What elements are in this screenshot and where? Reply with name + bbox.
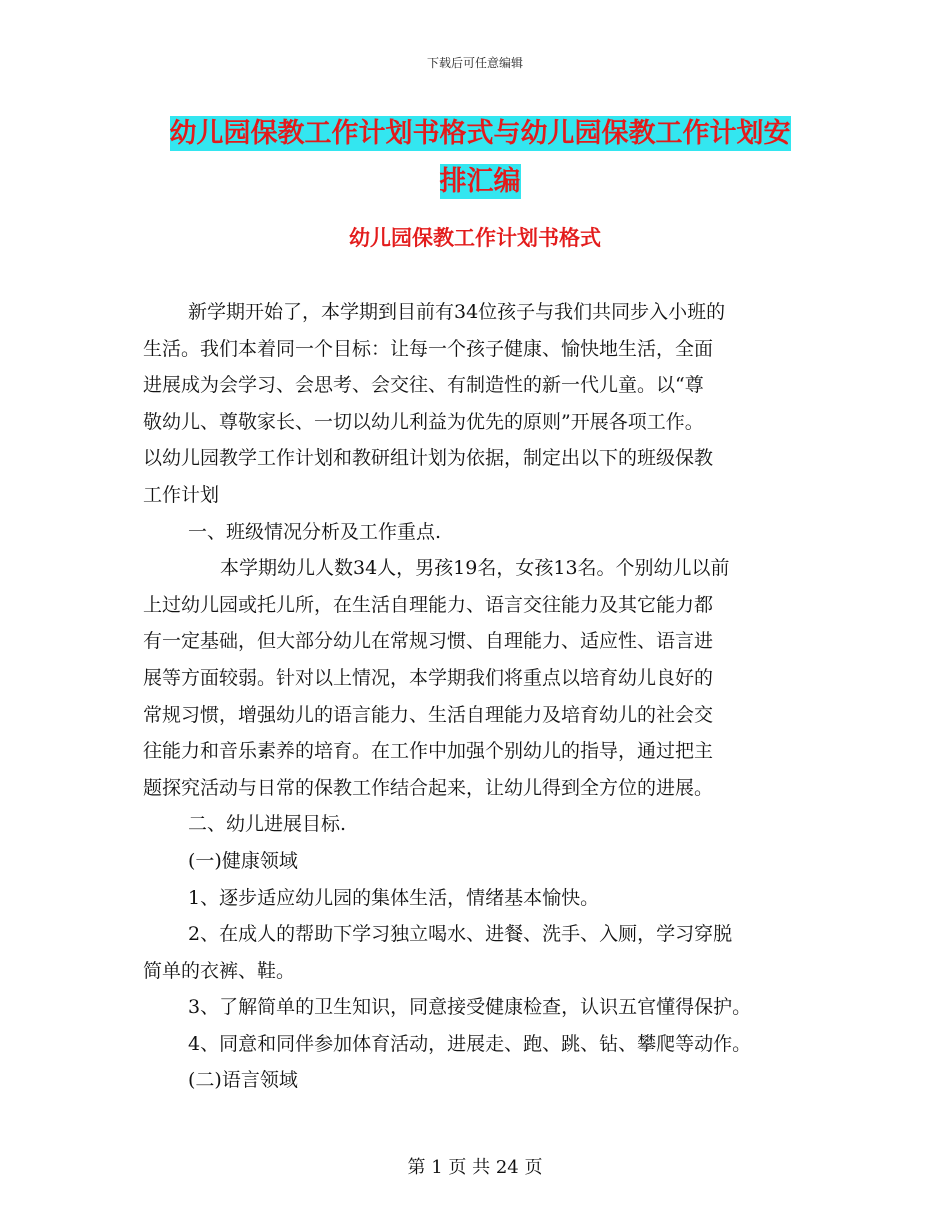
paragraph-line: 一、班级情况分析及工作重点. (188, 520, 442, 543)
document-title (140, 110, 820, 206)
paragraph-line: (二)语言领域 (188, 1069, 298, 1092)
paragraph-line: 生活。我们本着同一个目标：让每一个孩子健康、愉快地生活，全面 (143, 337, 714, 360)
paragraph-line: 简单的衣裤、鞋。 (143, 959, 296, 982)
paragraph-line: 上过幼儿园或托儿所，在生活自理能力、语言交往能力及其它能力都 (143, 593, 714, 616)
section-title: 幼儿园保教工作计划书格式 (349, 226, 601, 250)
paragraph-line: 二、幼儿进展目标. (188, 813, 347, 836)
paragraph-line: 工作计划 (143, 483, 220, 506)
paragraph-line: 新学期开始了，本学期到目前有34位孩子与我们共同步入小班的 (188, 301, 726, 323)
title-line-2: 排汇编 (439, 166, 521, 197)
paragraph-line: 往能力和音乐素养的培育。在工作中加强个别幼儿的指导，通过把主 (143, 740, 714, 763)
page-footer: 第 1 页 共 24 页 (407, 1157, 543, 1178)
paragraph-line: 3、了解简单的卫生知识，同意接受健康检查，认识五官懂得保护。 (188, 996, 752, 1019)
document-body (143, 294, 823, 1099)
paragraph-line: 以幼儿园教学工作计划和教研组计划为依据，制定出以下的班级保教 (143, 447, 714, 470)
paragraph-line: 进展成为会学习、会思考、会交往、有制造性的新一代儿童。以“尊 (143, 374, 704, 397)
paragraph-line: 有一定基础，但大部分幼儿在常规习惯、自理能力、适应性、语言进 (143, 630, 714, 653)
paragraph-line: 常规习惯，增强幼儿的语言能力、生活自理能力及培育幼儿的社会交 (143, 703, 714, 726)
title-line-1: 幼儿园保教工作计划书格式与幼儿园保教工作计划安 (169, 118, 791, 149)
paragraph-line: 本学期幼儿人数34人，男孩19名，女孩13名。个别幼儿以前 (220, 557, 730, 580)
header-note: 下载后可任意编辑 (426, 56, 523, 70)
paragraph-line: 4、同意和同伴参加体育活动，进展走、跑、跳、钻、攀爬等动作。 (188, 1032, 752, 1055)
paragraph-line: (一)健康领域 (188, 849, 298, 872)
paragraph-line: 1、逐步适应幼儿园的集体生活，情绪基本愉快。 (188, 886, 600, 909)
paragraph-line: 2、在成人的帮助下学习独立喝水、进餐、洗手、入厕，学习穿脱 (188, 923, 733, 946)
paragraph-line: 敬幼儿、尊敬家长、一切以幼儿利益为优先的原则”开展各项工作。 (143, 410, 704, 433)
paragraph-line: 题探究活动与日常的保教工作结合起来，让幼儿得到全方位的进展。 (143, 776, 714, 799)
paragraph-line: 展等方面较弱。针对以上情况，本学期我们将重点以培育幼儿良好的 (143, 666, 714, 689)
